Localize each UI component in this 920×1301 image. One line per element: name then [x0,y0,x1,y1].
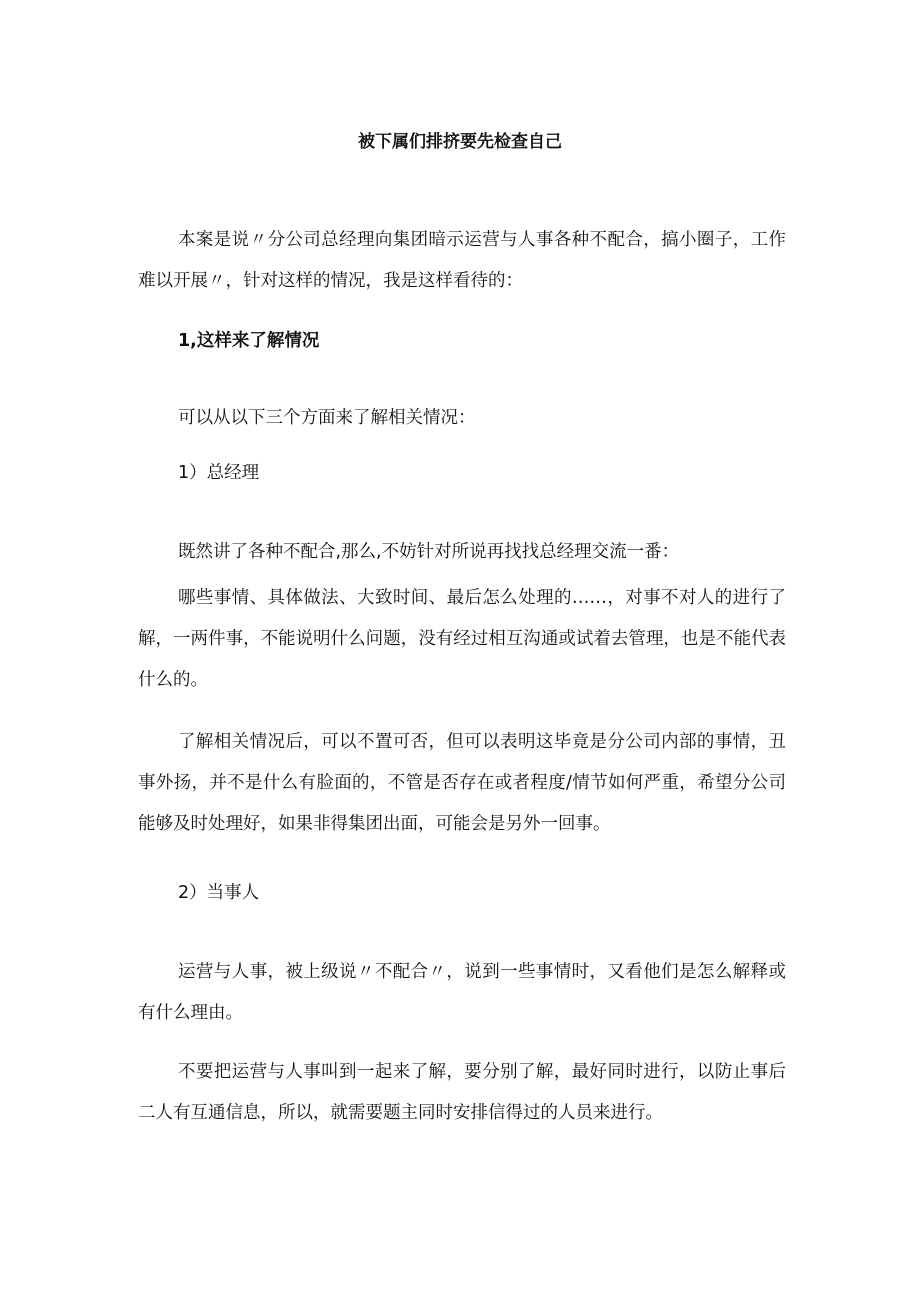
section-heading-1: 1,这样来了解情况 [178,331,320,351]
general-manager-paragraph-3: 了解相关情况后，可以不置可否，但可以表明这毕竟是分公司内部的事情，丑事外扬，并不是什么有脸面的，不管是否存在或者程度/情节如何严重，希望分公司能够及时处理好，如果非得集团出面，可能会是另外一回事。 [138,732,786,834]
general-manager-paragraph-1: 既然讲了各种不配合,那么,不妨针对所说再找找总经理交流一番： [178,542,680,562]
general-manager-paragraph-2: 哪些事情、具体做法、大致时间、最后怎么处理的……，对事不对人的进行了解，一两件事，不能说明什么问题，没有经过相互沟通或试着去管理，也是不能代表什么的。 [138,588,786,690]
subsection-heading-parties: 2）当事人 [178,883,260,903]
aspects-intro-paragraph: 可以从以下三个方面来了解相关情况： [178,408,476,428]
parties-paragraph-2: 不要把运营与人事叫到一起来了解，要分别了解，最好同时进行，以防止事后二人有互通信息，所以，就需要题主同时安排信得过的人员来进行。 [138,1062,786,1123]
intro-paragraph: 本案是说〃分公司总经理向集团暗示运营与人事各种不配合，搞小圈子，工作难以开展〃，针对这样的情况，我是这样看待的： [138,230,786,291]
subsection-heading-general-manager: 1）总经理 [178,463,260,483]
parties-paragraph-1: 运营与人事，被上级说〃不配合〃，说到一些事情时，又看他们是怎么解释或有什么理由。 [138,962,786,1023]
document-title: 被下属们排挤要先检查自己 [358,132,562,152]
